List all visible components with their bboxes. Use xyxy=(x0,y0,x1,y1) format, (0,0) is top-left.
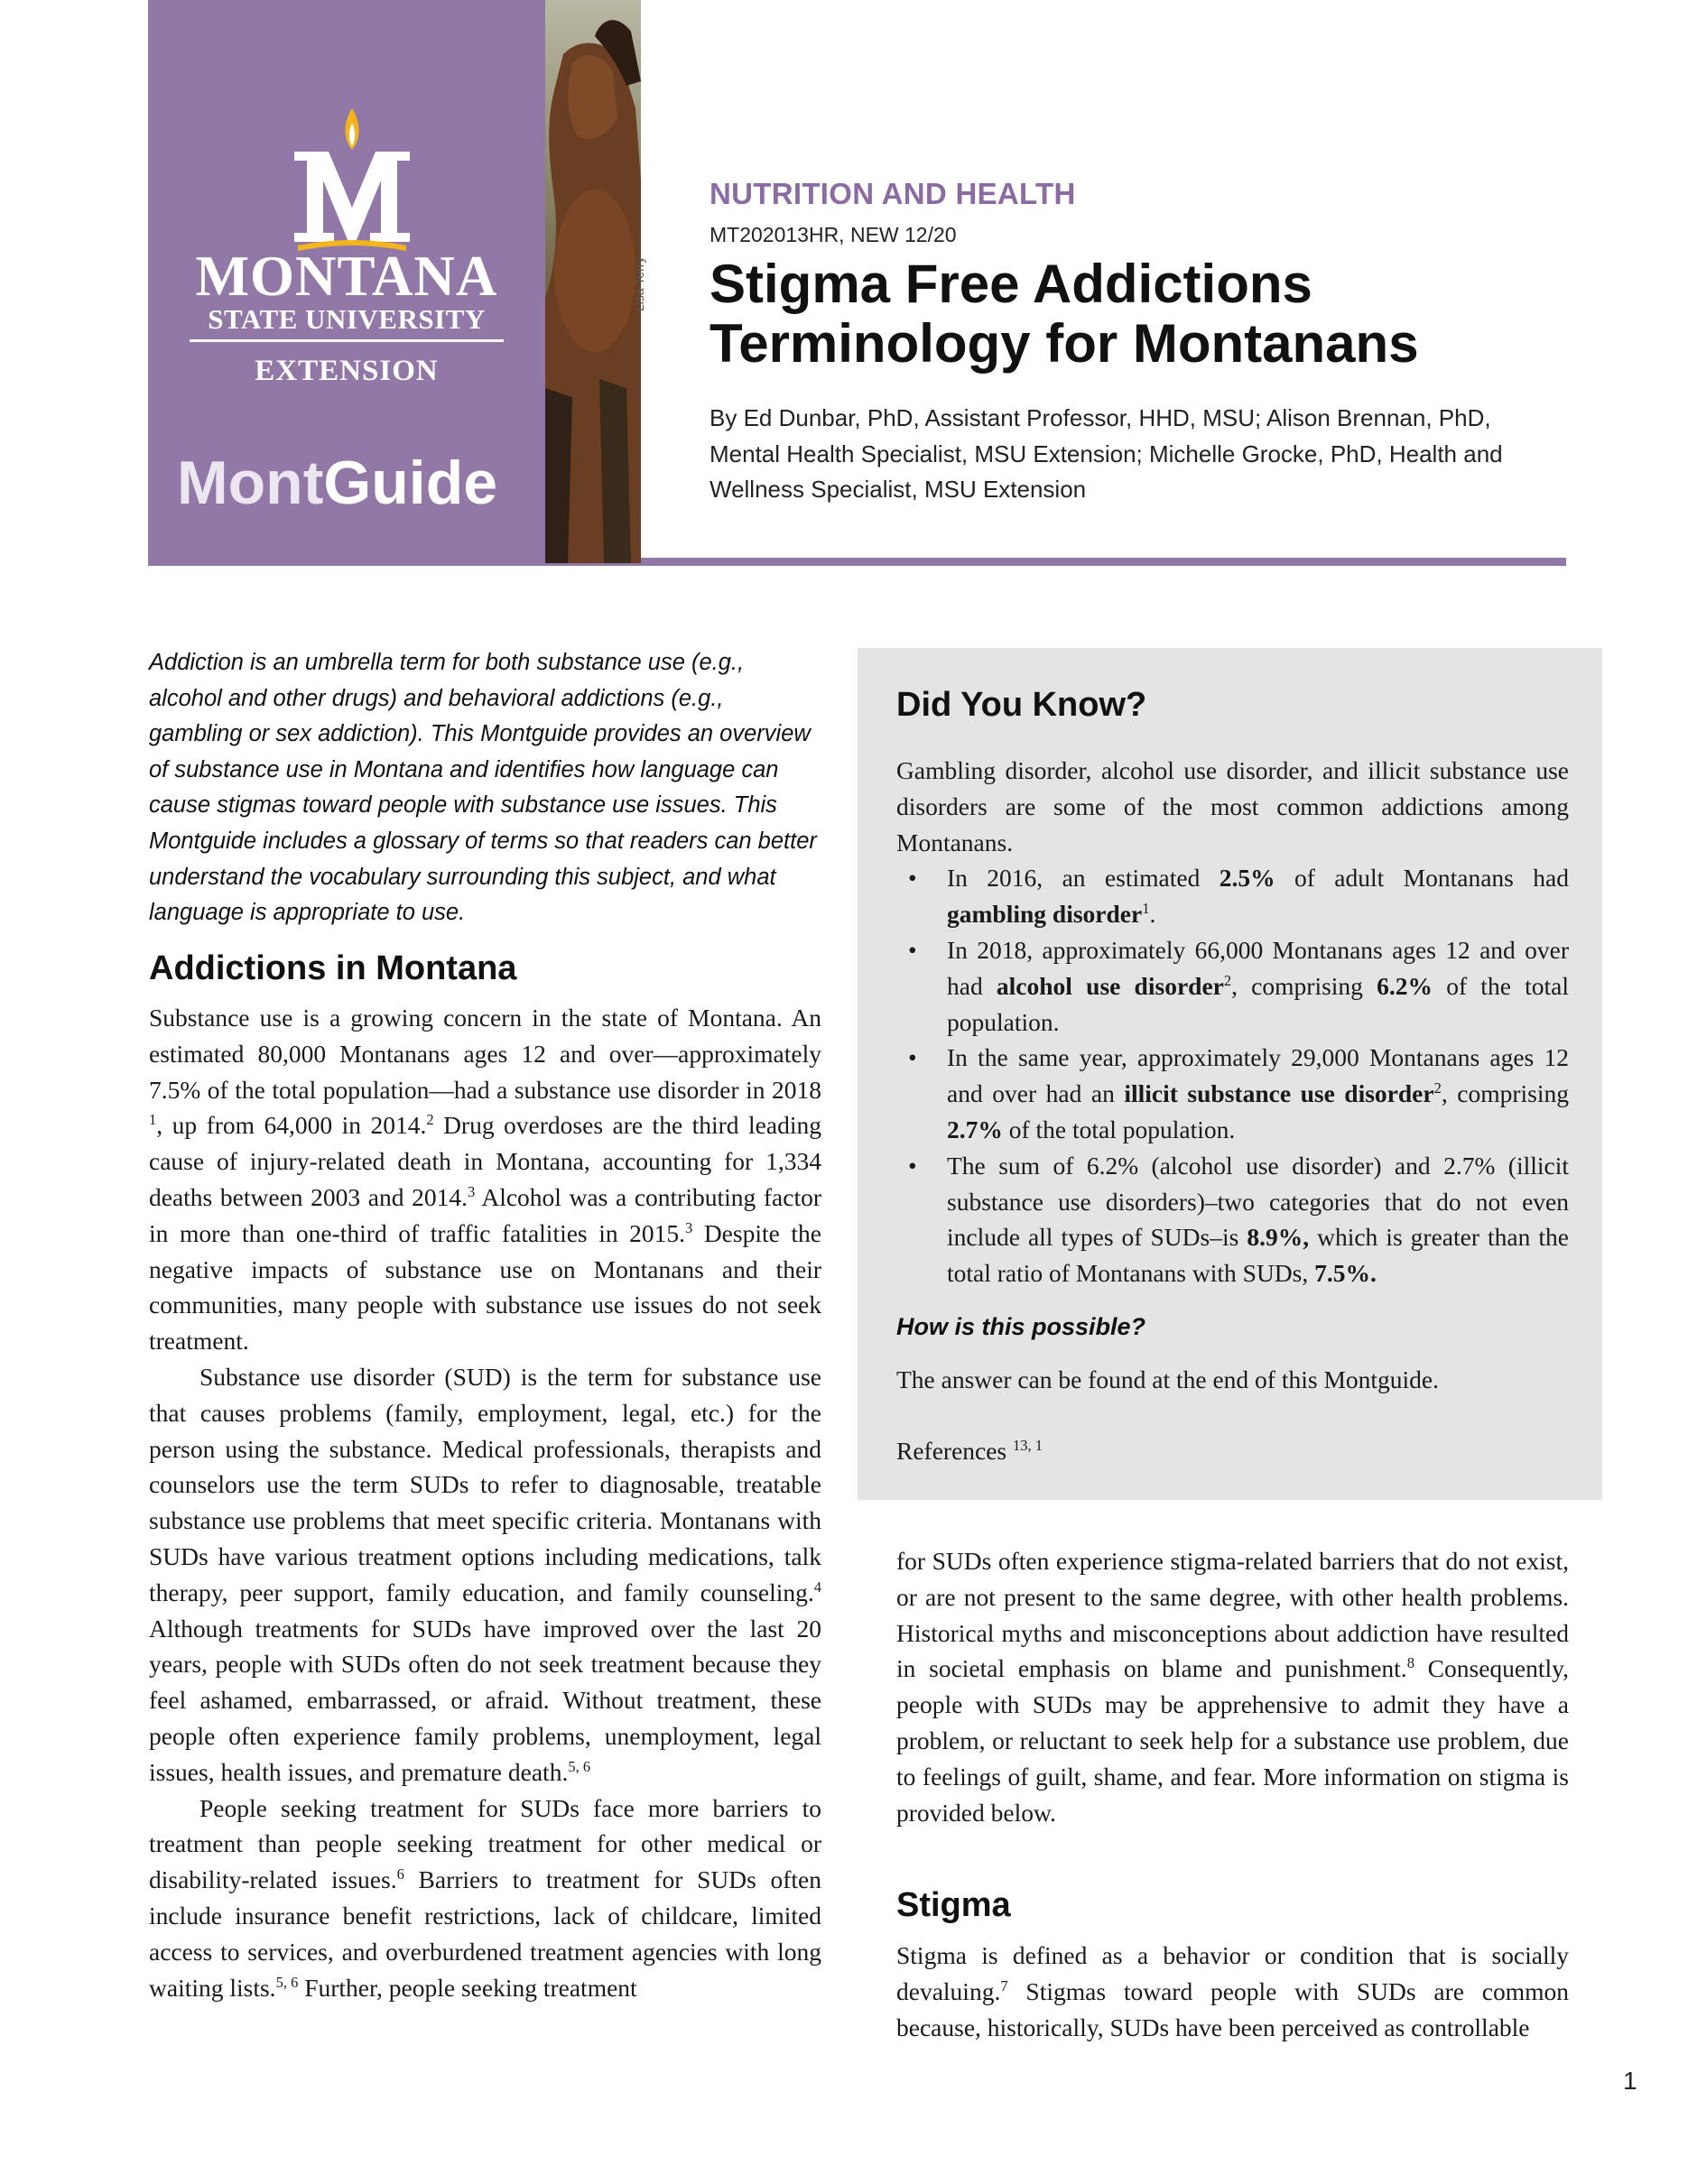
paragraph: Stigma is defined as a behavior or condition that is socially devaluing.$^7$ Stigmas toward people with SUDs are common because, historically, SUDs have been perceived as controllable xyxy=(896,1941,1569,2041)
did-you-know-lead: Gambling disorder, alcohol use disorder, and illicit substance use disorders are some of the most common addictions among Montanans. xyxy=(896,756,1569,856)
authors-line-3: Wellness Specialist, MSU Extension xyxy=(710,476,1087,503)
horse-photo xyxy=(545,0,641,566)
bullet-icon: • xyxy=(908,864,917,893)
stigma-body xyxy=(896,1938,1569,2045)
montguide-part1: Mont xyxy=(177,449,324,517)
publication-number: MT202013HR, NEW 12/20 xyxy=(710,223,957,246)
footnote-ref: 4 xyxy=(813,1578,821,1596)
section-heading-stigma: Stigma xyxy=(896,1886,1011,1924)
list-item: • In 2016, an estimated 2.5% of adult Montanans had gambling disorder$^1$. xyxy=(896,860,1569,932)
authors-line-2: Mental Health Specialist, MSU Extension; Michelle Grocke, PhD, Health and xyxy=(710,440,1503,467)
footnote-ref: 2 xyxy=(426,1111,434,1129)
paragraph: People seeking treatment for SUDs face more barriers to treatment than people seeking treatment for other medical or disability-related issues.$^6$ Barriers to treatment for SUDs often include insurance benefit restrictions, lack of childcare, limited access to services, and overburdened treatment agencies with long waiting lists.$^{5, 6}$ Further, people seeking treatment xyxy=(149,1793,821,2002)
bullet-icon: • xyxy=(908,1151,917,1180)
brand-divider xyxy=(190,339,504,342)
header-bottom-rule xyxy=(148,563,1566,566)
montguide-wordmark xyxy=(177,448,497,518)
photo-credit: Lisa Terry xyxy=(632,256,646,311)
paragraph: Substance use disorder (SUD) is the term for substance use that causes problems (family, employment, legal, etc.) for the person using the substance. Medical professionals, therapists and counselors use the term SUDs to refer to diagnosable, treatable substance use problems that meet specific criteria. Montanans with SUDs have various treatment options including medications, talk therapy, peer support, family education, and family counseling.$^4$ Although treatments for SUDs have improved over the last 20 years, people with SUDs often do not seek treatment because they feel ashamed, embarrassed, or afraid. Without treatment, these people often experience family problems, unemployment, legal issues, health issues, and premature death.$^{5, 6}$ xyxy=(149,1362,821,1786)
footnote-ref: 8 xyxy=(1406,1654,1414,1672)
brand-extension: EXTENSION xyxy=(255,355,439,387)
category-label: NUTRITION AND HEALTH xyxy=(710,177,1076,210)
footnote-ref: 3 xyxy=(467,1182,476,1200)
list-item: • The sum of 6.2% (alcohol use disorder) and 2.7% (illicit substance use disorders)–two categories that do not even include all types of SUDs–is 8.9%, which is greater than the total ratio of Montanans with SUDs, 7.5%. xyxy=(896,1148,1569,1291)
bullet-icon: • xyxy=(908,1043,917,1072)
intro-paragraph: Addiction is an umbrella term for both substance use (e.g., alcohol and other drugs) and behavioral addictions (e.g., gambling or sex addiction). This Montguide provides an overview of substance use in Montana and identifies how language can cause stigmas toward people with substance use issues. This Montguide includes a glossary of terms so that readers can better understand the vocabulary surrounding this subject, and what language is appropriate to use. xyxy=(149,650,817,926)
footnote-ref: 5, 6 xyxy=(568,1757,591,1775)
paragraph: for SUDs often experience stigma-related barriers that do not exist, or are not present to the same degree, with other health problems. Historical myths and misconceptions about addiction have resulted in societal emphasis on blame and punishment.$^8$ Consequently, people with SUDs may be apprehensive to admit they have a problem, or reluctant to seek help for a substance use problem, due to feelings of guilt, shame, and fear. More information on stigma is provided below. xyxy=(896,1547,1569,1827)
addictions-body xyxy=(149,1000,821,2005)
bullet-icon: • xyxy=(908,935,917,964)
list-item: • In 2018, approximately 66,000 Montanans ages 12 and over had alcohol use disorder$^2$, comprising 6.2% of the total population. xyxy=(896,932,1569,1040)
document-title xyxy=(710,254,1567,374)
brand-montana: MONTANA xyxy=(195,245,498,308)
montguide-part2: Guide xyxy=(323,449,498,517)
title-line-1: Stigma Free Addictions xyxy=(710,254,1312,314)
paragraph: Substance use is a growing concern in the state of Montana. An estimated 80,000 Montanans ages 12 and over—approximately 7.5% of the total population—had a substance use disorder in 2018 $^1$, up from 64,000 in 2014.$^2$ Drug overdoses are the third leading cause of injury-related death in Montana, accounting for 1,334 deaths between 2003 and 2014.$^3$ Alcohol was a contributing factor in more than one-third of traffic fatalities in 2015.$^3$ Despite the negative impacts of substance use on Montanans and their communities, many people with substance use issues do not seek treatment. xyxy=(149,1004,821,1356)
did-you-know-body xyxy=(896,753,1569,1291)
page-number: 1 xyxy=(1623,2067,1637,2095)
title-line-2: Terminology for Montanans xyxy=(710,313,1419,374)
footnote-ref: 7 xyxy=(1000,1976,1008,1994)
brand-state-university: STATE UNIVERSITY xyxy=(208,303,486,335)
footnote-ref: 3 xyxy=(685,1218,693,1236)
msu-logo-icon xyxy=(262,106,442,260)
did-you-know-list xyxy=(896,860,1569,1291)
footnote-ref: 1 xyxy=(149,1111,157,1129)
footnote-ref: 6 xyxy=(396,1865,404,1883)
list-item: • In the same year, approximately 29,000 Montanans ages 12 and over had an illicit substance use disorder$^2$, comprising 2.7% of the total population. xyxy=(896,1040,1569,1147)
did-you-know-answer: The answer can be found at the end of this Montguide. xyxy=(896,1365,1440,1393)
author-byline xyxy=(710,401,1576,508)
section-heading-addictions: Addictions in Montana xyxy=(149,949,517,987)
addictions-body-continued xyxy=(896,1543,1569,1830)
did-you-know-references: References $^{13, 1}$ xyxy=(896,1436,1043,1465)
horse-image xyxy=(545,0,641,566)
did-you-know-question: How is this possible? xyxy=(896,1313,1146,1340)
authors-line-1: By Ed Dunbar, PhD, Assistant Professor, HHD, MSU; Alison Brennan, PhD, xyxy=(710,404,1491,431)
did-you-know-title: Did You Know? xyxy=(896,686,1147,724)
footnote-ref: 5, 6 xyxy=(275,1973,299,1991)
